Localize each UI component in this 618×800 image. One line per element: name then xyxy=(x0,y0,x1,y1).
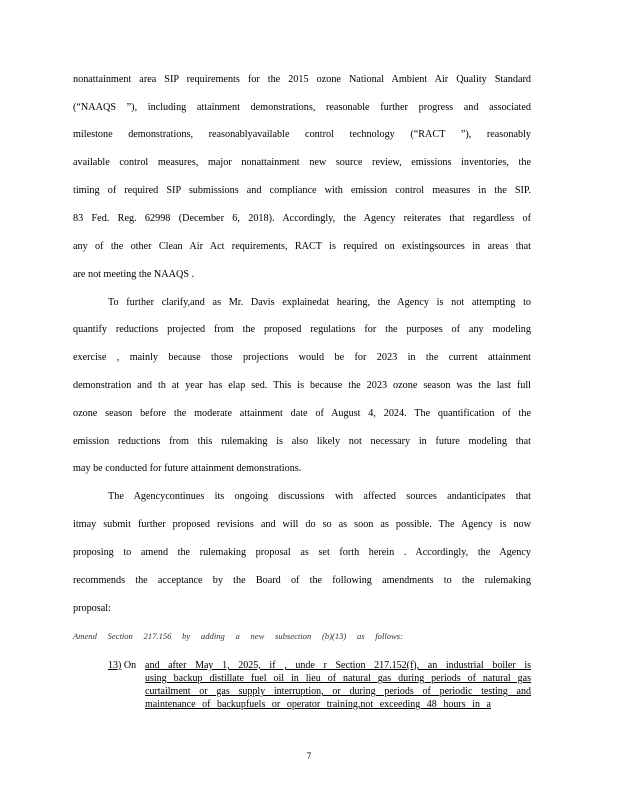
subsection-line: and after May 1, 2025, if , unde r Section 217.152(f), an industrial boiler is xyxy=(145,660,531,671)
subsection-number xyxy=(108,659,136,672)
amendment-heading: Amend Section 217.156 by adding a new subsection (b)(13) as follows: xyxy=(73,631,403,641)
text-line: recommends the acceptance by the Board of the following amendments to the rulemaking xyxy=(73,575,531,586)
text-line: 83 Fed. Reg. 62998 (December 6, 2018). Accordingly, the Agency reiterates that regardless of xyxy=(73,213,531,224)
subsection-on-word: On xyxy=(123,660,137,671)
text-line: The Agencycontinues its ongoing discussions with affected sources andanticipates that xyxy=(108,491,531,502)
text-line: any of the other Clean Air Act requirements, RACT is required on existingsources in areas that xyxy=(73,241,531,252)
text-line: milestone demonstrations, reasonablyavailable control technology (“RACT ”), reasonably xyxy=(73,129,531,140)
page-number: 7 xyxy=(306,751,312,761)
text-line: quantify reductions projected from the proposed regulations for the purposes of any modeling xyxy=(73,324,531,335)
text-line: exercise , mainly because those projections would be for 2023 in the current attainment xyxy=(73,352,531,363)
subsection-line: using backup distillate fuel oil in lieu of natural gas during periods of natural gas xyxy=(145,673,531,684)
text-line: emission reductions from this rulemaking is also likely not necessary in future modeling that xyxy=(73,436,531,447)
text-line: itmay submit further proposed revisions and will do so as soon as possible. The Agency is now xyxy=(73,519,531,530)
text-line: timing of required SIP submissions and compliance with emission control measures in the SIP. xyxy=(73,185,531,196)
text-line: ozone season before the moderate attainment date of August 4, 2024. The quantification of the xyxy=(73,408,531,419)
text-line: proposal: xyxy=(73,603,111,614)
text-line: may be conducted for future attainment demonstrations. xyxy=(73,463,302,474)
subsection-line: maintenance of backupfuels or operator training,not exceeding 48 hours in a xyxy=(145,699,491,710)
subsection-line: curtailment or gas supply interruption, or during periods of periodic testing and xyxy=(145,686,531,697)
text-line: proposing to amend the rulemaking proposal as set forth herein . Accordingly, the Agency xyxy=(73,547,531,558)
text-line: demonstration and th at year has elap sed. This is because the 2023 ozone season was the last full xyxy=(73,380,531,391)
text-line: available control measures, major nonattainment new source review, emissions inventories, the xyxy=(73,157,531,168)
text-line: are not meeting the NAAQS . xyxy=(73,269,195,280)
text-line: (“NAAQS ”), including attainment demonstrations, reasonable further progress and associated xyxy=(73,102,531,113)
subsection-number-label: 13) xyxy=(108,660,122,671)
text-line: To further clarify,and as Mr. Davis explainedat hearing, the Agency is not attempting to xyxy=(108,297,531,308)
text-line: nonattainment area SIP requirements for the 2015 ozone National Ambient Air Quality Standard xyxy=(73,74,531,85)
